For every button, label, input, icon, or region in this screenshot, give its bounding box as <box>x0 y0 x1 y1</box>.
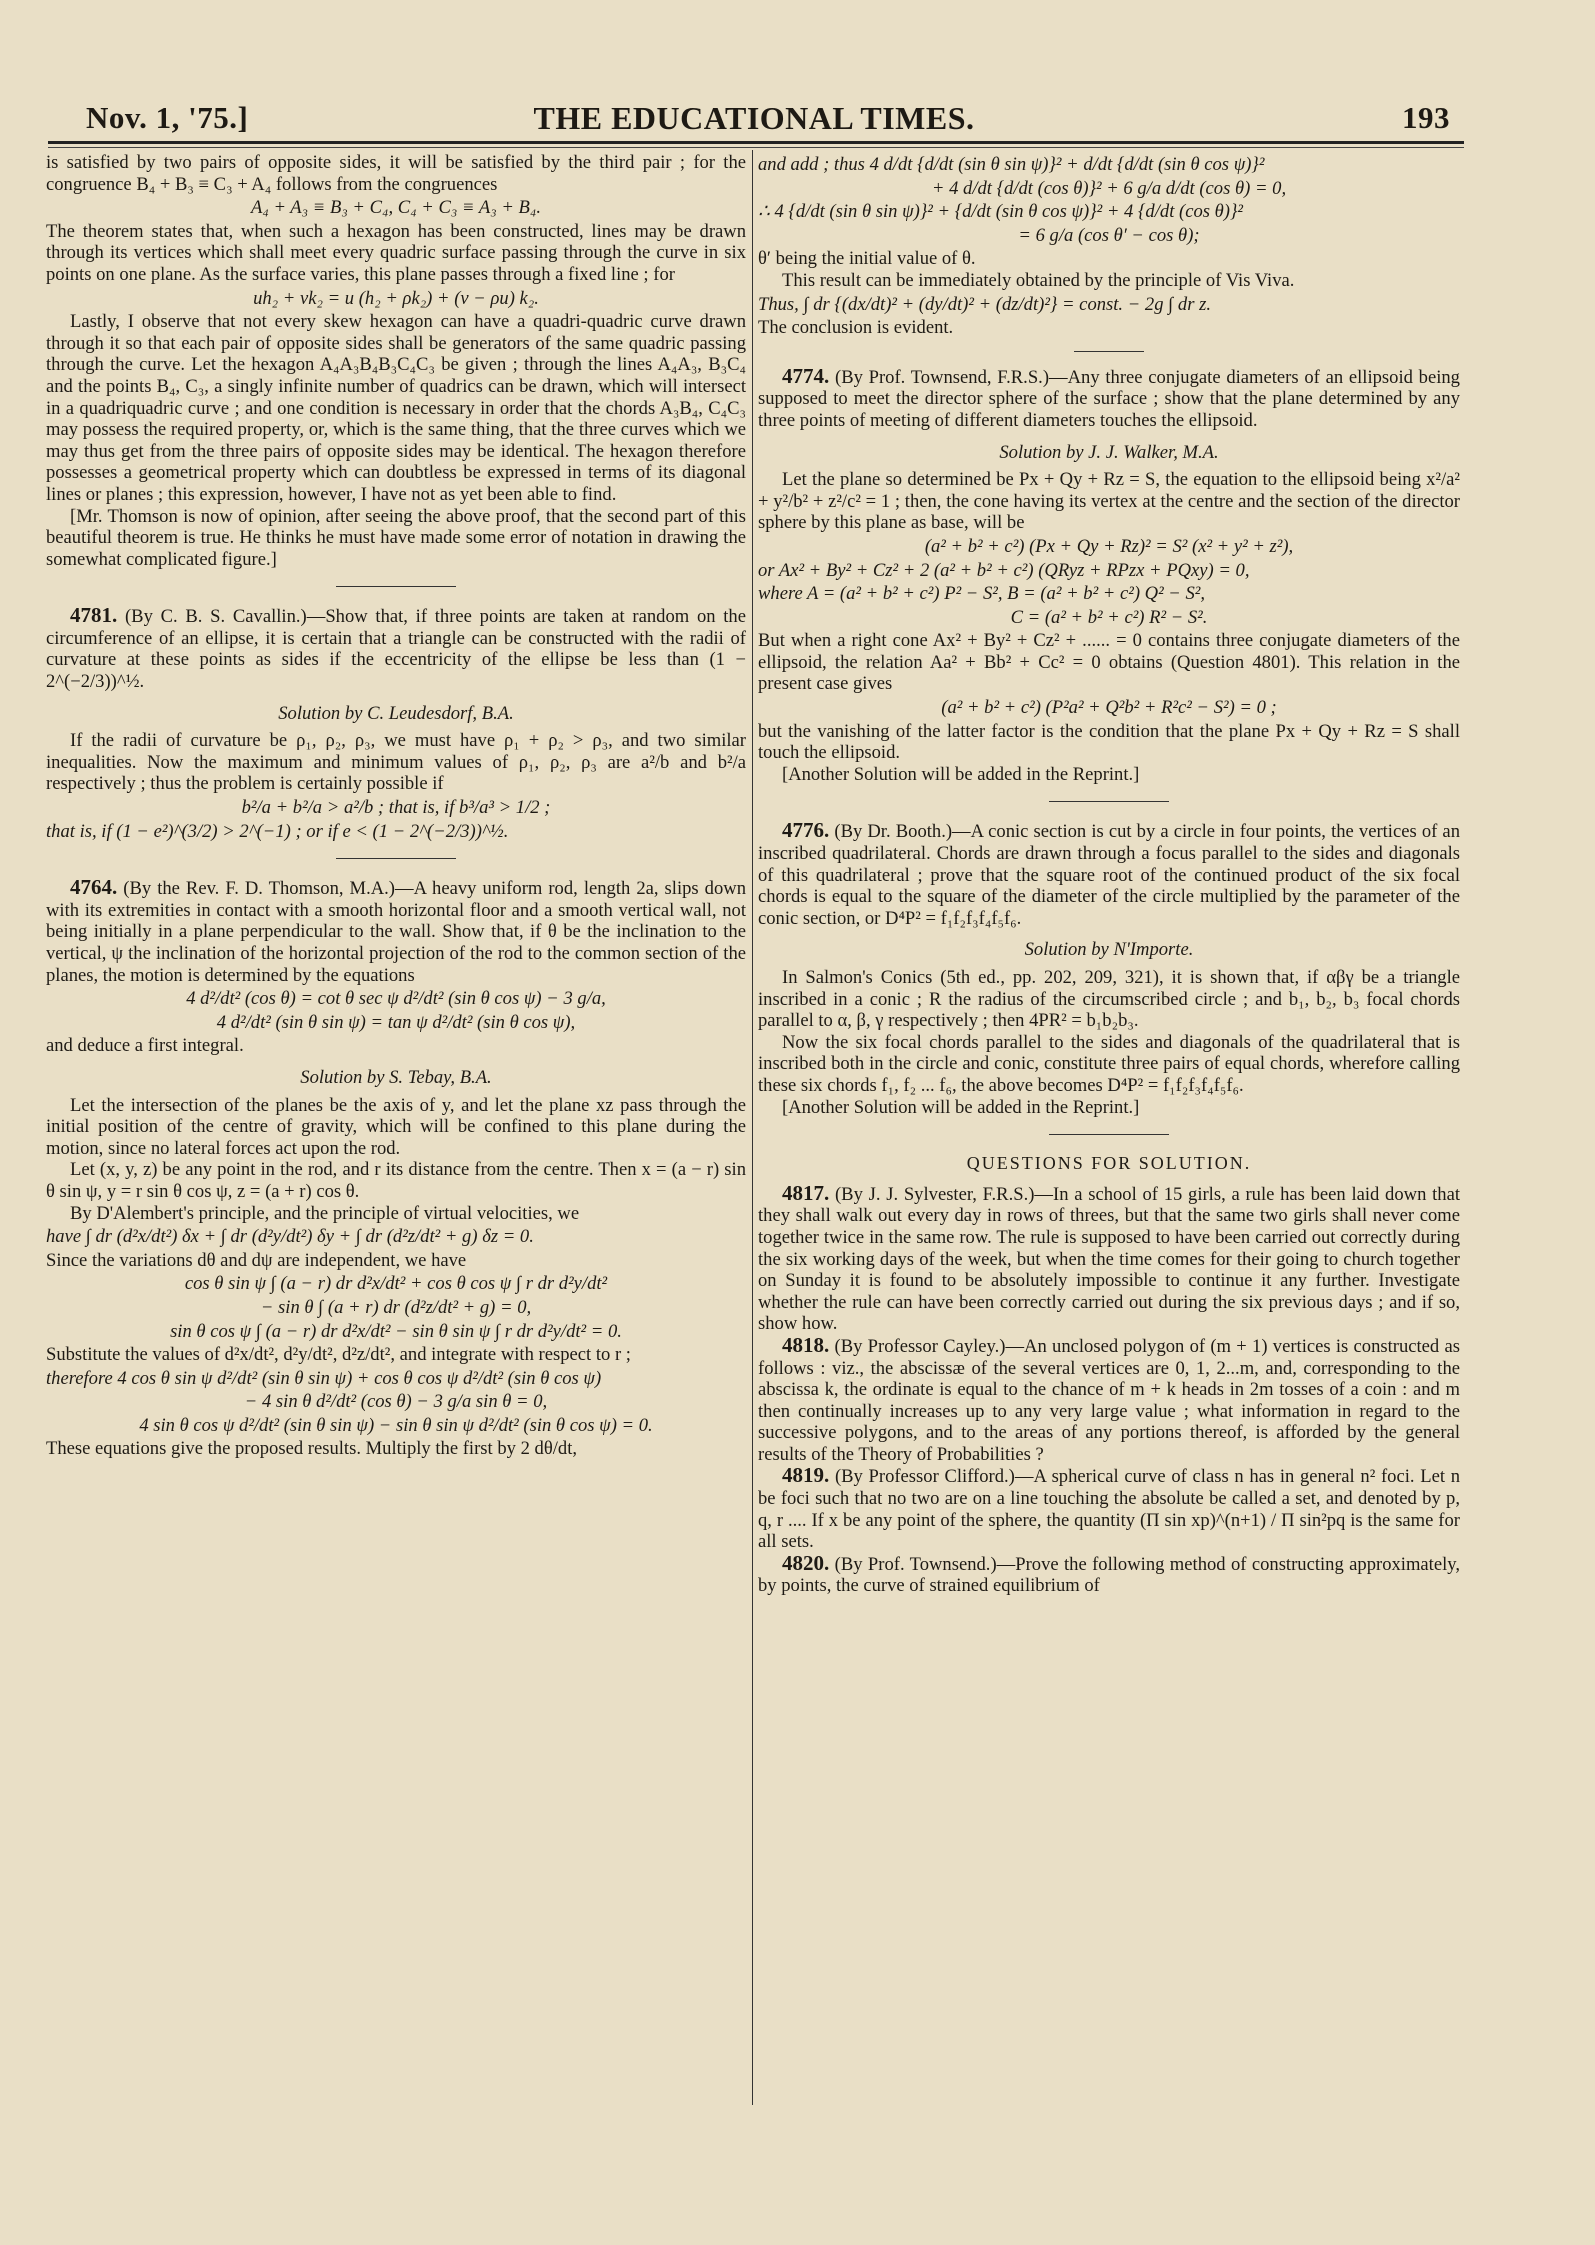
paragraph: Let the intersection of the planes be the axis of y, and let the plane xz pass through the initial position of the centre of gravity, which will be confined to this plane during the motion, since no lateral forces act upon the rod. <box>46 1094 746 1159</box>
paragraph: is satisfied by two pairs of opposite sides, it will be satisfied by the third pair ; for the congruence B₄ + B₃ ≡ C₃ + A₄ follows from the congruences <box>46 152 746 195</box>
question-4781 <box>46 605 746 692</box>
question-text: (By Dr. Booth.)—A conic section is cut by a circle in four points, the vertices of an inscribed quadrilateral. Chords are drawn through a focus parallel to the sides and diagonals of this quadrilateral ; prove that the square root of the continued product of the six focal chords is equal to the square of the diameter of the circle multiplied by the parameter of the conic section, or D⁴P² = f₁f₂f₃f₄f₅f₆. <box>758 821 1460 929</box>
equation: and add ; thus 4 d/dt {d/dt (sin θ sin ψ)}² + d/dt {d/dt (sin θ cos ψ)}² <box>758 154 1265 175</box>
paragraph: The conclusion is evident. <box>758 317 954 339</box>
section-separator <box>336 858 456 859</box>
paragraph: But when a right cone Ax² + By² + Cz² + ...... = 0 contains three conjugate diameters of the ellipsoid, the relation Aa² + Bb² + Cc² = 0 obtains (Question 4801). This relation in the present case gives <box>758 630 1460 695</box>
solution-heading: Solution by N'Importe. <box>1024 939 1194 961</box>
left-column <box>46 152 746 1460</box>
paragraph: In Salmon's Conics (5th ed., pp. 202, 209, 321), it is shown that, if αβγ be a triangle inscribed in a conic ; R the radius of the circumscribed circle ; and b₁, b₂, b₃ focal chords parallel to α, β, γ respectively ; then 4PR² = b₁b₂b₃. <box>758 967 1460 1032</box>
section-separator <box>336 586 456 587</box>
paragraph: Lastly, I observe that not every skew hexagon can have a quadri-quadric curve drawn through it so that each pair of opposite sides shall be generators of the same quadric passing through the curve. Let the hexagon A₄A₃B₄B₃C₄C₃ be given ; through the lines A₄A₃, B₃C₄ and the points B₄, C₃, a singly infinite number of quadrics can be drawn, which will intersect in a quadriquadric curve ; and one condition is necessary in order that the chords A₃B₄, C₄C₃ may possess the required property, or, which is the same thing, that the three curves which we may thus get from the three pairs of opposite sides may be identical. The hexagon therefore possesses a geometrical property which can doubtless be expressed in terms of its diagonal lines or planes ; this expression, however, I have not as yet been able to find. <box>46 311 746 505</box>
solution-heading: Solution by C. Leudesdorf, B.A. <box>278 702 514 724</box>
question-4764 <box>46 877 746 986</box>
masthead <box>48 96 1460 136</box>
publication-title: THE EDUCATIONAL TIMES. <box>533 100 975 136</box>
equation: (a² + b² + c²) (P²a² + Q²b² + R²c² − S²) = 0 ; <box>941 697 1277 719</box>
equation: where A = (a² + b² + c²) P² − S², B = (a² + b² + c²) Q² − S², <box>758 583 1206 605</box>
paragraph: and deduce a first integral. <box>46 1035 244 1057</box>
equation: cos θ sin ψ ∫ (a − r) dr d²x/dt² + cos θ cos ψ ∫ r dr d²y/dt² <box>184 1273 608 1295</box>
equation: sin θ cos ψ ∫ (a − r) dr d²x/dt² − sin θ sin ψ ∫ r dr d²y/dt² = 0. <box>170 1320 622 1342</box>
equation: − sin θ ∫ (a + r) dr (d²z/dt² + g) = 0, <box>260 1296 532 1318</box>
header-rule <box>48 141 1464 144</box>
question-4817 <box>758 1180 1460 1335</box>
column-divider <box>752 150 753 2105</box>
question-text: (By C. B. S. Cavallin.)—Show that, if three points are taken at random on the circumference of an ellipse, it is certain that a triangle can be constructed with the radii of curvature at these points as sides if the eccentricity of the ellipse be less than (1 − 2^(−2/3))^½. <box>46 606 746 693</box>
question-number: 4776. <box>782 818 830 843</box>
editorial-note: [Mr. Thomson is now of opinion, after seeing the above proof, that the second part of this beautiful theorem is true. He thinks he must have made some error of notation in drawing the somewhat complicated figure.] <box>46 505 746 570</box>
equation: or Ax² + By² + Cz² + 2 (a² + b² + c²) (QRyz + RPzx + PQxy) = 0, <box>758 559 1250 581</box>
paragraph: Substitute the values of d²x/dt², d²y/dt², d²z/dt², and integrate with respect to r ; <box>46 1344 631 1366</box>
equation: have ∫ dr (d²x/dt²) δx + ∫ dr (d²y/dt²) δy + ∫ dr (d²z/dt² + g) δz = 0. <box>46 1226 534 1248</box>
paragraph: This result can be immediately obtained by the principle of Vis Viva. <box>782 269 1295 291</box>
question-number: 4774. <box>782 363 830 388</box>
question-number: 4820. <box>782 1550 830 1575</box>
solution-heading: Solution by J. J. Walker, M.A. <box>999 441 1219 463</box>
question-text: (By Professor Cayley.)—An unclosed polygon of (m + 1) vertices is constructed as follows : viz., the abscissæ of the several vertices are 0, 1, 2...m, and, corresponding to the abscissa k, the ordinate is equal to the chance of m + k heads in 2m tosses of a coin : and m then continually increases up to any very large value ; what information in regard to the successive polygons, and to the areas of any portions thereof, is afforded by the general results of the Theory of Probabilities ? <box>758 1335 1460 1465</box>
question-number: 4819. <box>782 1463 830 1488</box>
question-number: 4818. <box>782 1332 830 1357</box>
paragraph: Since the variations dθ and dψ are independent, we have <box>46 1249 467 1271</box>
equation: − 4 sin θ d²/dt² (cos θ) − 3 g/a sin θ = 0, <box>244 1391 548 1413</box>
equation: (a² + b² + c²) (Px + Qy + Rz)² = S² (x² + y² + z²), <box>924 535 1294 557</box>
paragraph: Let the plane so determined be Px + Qy + Rz = S, the equation to the ellipsoid being x²/a² + y²/b² + z²/c² = 1 ; then, the cone having its vertex at the centre and the section of the director sphere by this plane as base, will be <box>758 469 1460 534</box>
equation: Thus, ∫ dr {(dx/dt)² + (dy/dt)² + (dz/dt)²} = const. − 2g ∫ dr z. <box>758 293 1211 315</box>
question-4819 <box>758 1465 1460 1552</box>
equation: therefore 4 cos θ sin ψ d²/dt² (sin θ sin ψ) + cos θ cos ψ d²/dt² (sin θ cos ψ) <box>46 1367 602 1389</box>
paragraph: Now the six focal chords parallel to the sides and diagonals of the quadrilateral that is inscribed both in the circle and conic, constitute three pairs of equal chords, wherefore calling these six chords f₁, f₂ ... f₆, the above becomes D⁴P² = f₁f₂f₃f₄f₅f₆. <box>758 1031 1460 1096</box>
section-separator <box>1049 1134 1169 1135</box>
question-number: 4781. <box>70 603 118 628</box>
equation: + 4 d/dt {d/dt (cos θ)}² + 6 g/a d/dt (cos θ) = 0, <box>931 177 1287 199</box>
issue-date: Nov. 1, '75.] <box>86 100 249 135</box>
question-text: (By Prof. Townsend, F.R.S.)—Any three conjugate diameters of an ellipsoid being supposed to meet the director sphere of the surface ; show that the plane determined by any three points of meeting of different diameters touches the ellipsoid. <box>758 366 1460 431</box>
question-text: (By Prof. Townsend.)—Prove the following method of constructing approximately, by points, the curve of strained equilibrium of <box>758 1553 1460 1597</box>
question-number: 4764. <box>70 875 118 900</box>
reprint-note: [Another Solution will be added in the Reprint.] <box>782 763 1140 785</box>
page-number: 193 <box>1402 100 1450 135</box>
equation: ∴ 4 {d/dt (sin θ sin ψ)}² + {d/dt (sin θ cos ψ)}² + 4 {d/dt (cos θ)}² <box>758 201 1243 223</box>
question-4774 <box>758 363 1460 432</box>
reprint-note: [Another Solution will be added in the Reprint.] <box>782 1096 1140 1118</box>
equation: = 6 g/a (cos θ′ − cos θ); <box>1018 224 1200 246</box>
equation: that is, if (1 − e²)^(3/2) > 2^(−1) ; or if e < (1 − 2^(−2/3))^½. <box>46 820 509 842</box>
question-text: (By Professor Clifford.)—A spherical curve of class n has in general n² foci. Let n be foci such that no two are on a line touching the absolute be called a set, and denoted by p, q, r .... If x be any point of the sphere, the quantity (Π sin xp)^(n+1) / Π sin²pq is the same for all sets. <box>758 1466 1460 1553</box>
question-4820 <box>758 1550 1460 1597</box>
paragraph: θ′ being the initial value of θ. <box>758 248 976 270</box>
section-title: QUESTIONS FOR SOLUTION. <box>966 1153 1252 1174</box>
equation: uh₂ + vk₂ = u (h₂ + ρk₂) + (v − ρu) k₂. <box>253 287 539 309</box>
question-4776 <box>758 820 1460 929</box>
solution-heading: Solution by S. Tebay, B.A. <box>300 1066 492 1088</box>
question-number: 4817. <box>782 1180 830 1205</box>
equation: 4 d²/dt² (cos θ) = cot θ sec ψ d²/dt² (sin θ cos ψ) − 3 g/a, <box>186 988 606 1010</box>
paragraph: By D'Alembert's principle, and the principle of virtual velocities, we <box>70 1202 580 1224</box>
equation: b²/a + b²/a > a²/b ; that is, if b³/a³ > 1/2 ; <box>241 797 551 819</box>
equation: A₄ + A₃ ≡ B₃ + C₄, C₄ + C₃ ≡ A₃ + B₄. <box>250 197 542 219</box>
right-column <box>758 152 1460 1597</box>
paragraph: but the vanishing of the latter factor is the condition that the plane Px + Qy + Rz = S shall touch the ellipsoid. <box>758 720 1460 764</box>
paragraph: The theorem states that, when such a hexagon has been constructed, lines may be drawn through its vertices which shall meet every quadric surface passing through the curve in six points on one plane. As the surface varies, this plane passes through a fixed line ; for <box>46 220 746 285</box>
header-rule-thin <box>48 147 1464 148</box>
section-separator <box>1074 351 1144 352</box>
equation: 4 sin θ cos ψ d²/dt² (sin θ sin ψ) − sin θ sin ψ d²/dt² (sin θ cos ψ) = 0. <box>139 1414 653 1436</box>
question-4818 <box>758 1332 1460 1466</box>
paragraph: If the radii of curvature be ρ₁, ρ₂, ρ₃, we must have ρ₁ + ρ₂ > ρ₃, and two similar inequalities. Now the maximum and minimum values of ρ₁, ρ₂, ρ₃ are a²/b and b²/a respectively ; thus the problem is certainly possible if <box>46 730 746 795</box>
equation: 4 d²/dt² (sin θ sin ψ) = tan ψ d²/dt² (sin θ cos ψ), <box>216 1011 576 1033</box>
paragraph: Let (x, y, z) be any point in the rod, and r its distance from the centre. Then x = (a − r) sin θ sin ψ, y = r sin θ cos ψ, z = (a + r) cos θ. <box>46 1159 746 1202</box>
equation: C = (a² + b² + c²) R² − S². <box>1010 606 1208 628</box>
question-text: (By the Rev. F. D. Thomson, M.A.)—A heavy uniform rod, length 2a, slips down with its extremities in contact with a smooth horizontal floor and a smooth vertical wall, not being initially in a plane perpendicular to the wall. Show that, if θ be the inclination to the vertical, ψ the inclination of the horizontal projection of the rod to the common section of the planes, the motion is determined by the equations <box>46 878 746 986</box>
question-text: (By J. J. Sylvester, F.R.S.)—In a school of 15 girls, a rule has been laid down that they shall walk out every day in rows of threes, but that the same two girls shall never come together twice in the same row. The rule is supposed to have been carried out correctly during the six working days of the week, but when the time comes for their going to church together on Sunday it is found to be absolutely impossible to continue it any further. Investigate whether the rule can have been correctly carried out during the six previous days ; and if so, show how. <box>758 1183 1460 1335</box>
paragraph: These equations give the proposed results. Multiply the first by 2 dθ/dt, <box>46 1438 578 1460</box>
section-separator <box>1049 801 1169 802</box>
